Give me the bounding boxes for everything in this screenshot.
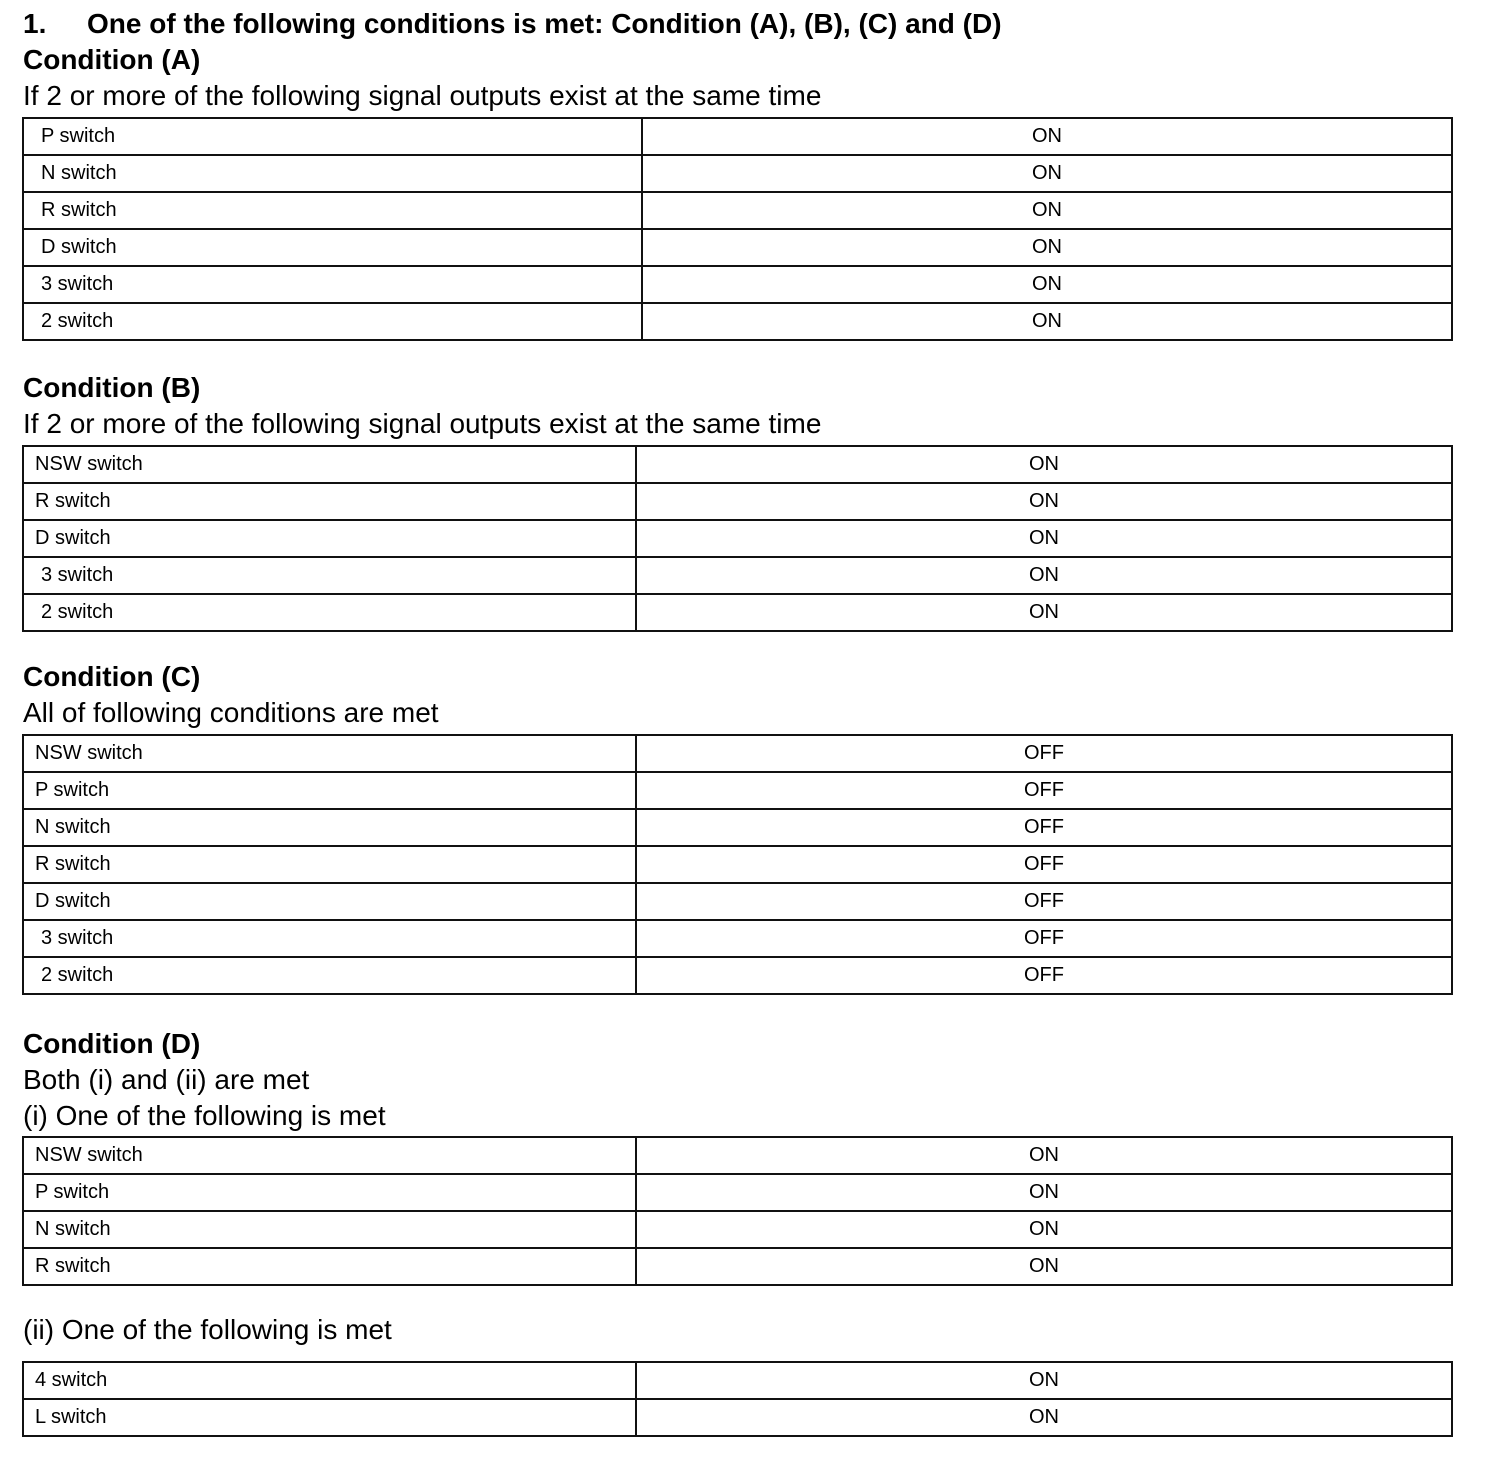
- signal-name: D switch: [23, 229, 642, 266]
- condition-c-table: [22, 734, 1453, 995]
- signal-name: R switch: [23, 1248, 636, 1285]
- signal-state: ON: [636, 1362, 1452, 1399]
- table-row: [23, 772, 1452, 809]
- signal-name: L switch: [23, 1399, 636, 1436]
- signal-state: ON: [636, 1211, 1452, 1248]
- signal-name: NSW switch: [23, 735, 636, 772]
- signal-name: NSW switch: [23, 1137, 636, 1174]
- signal-state: ON: [636, 1248, 1452, 1285]
- table-row: [23, 735, 1452, 772]
- signal-state: ON: [636, 1399, 1452, 1436]
- signal-name: 2 switch: [23, 957, 636, 994]
- signal-name: 2 switch: [23, 303, 642, 340]
- signal-name: R switch: [23, 846, 636, 883]
- signal-state: ON: [636, 520, 1452, 557]
- table-row: [23, 594, 1452, 631]
- signal-name: P switch: [23, 1174, 636, 1211]
- signal-state: ON: [636, 1137, 1452, 1174]
- signal-name: N switch: [23, 155, 642, 192]
- table-row: [23, 883, 1452, 920]
- signal-state: ON: [636, 446, 1452, 483]
- signal-state: ON: [642, 229, 1452, 266]
- table-row: [23, 957, 1452, 994]
- signal-state: OFF: [636, 809, 1452, 846]
- condition-d-part-ii-label: (ii) One of the following is met: [23, 1314, 392, 1345]
- signal-state: ON: [636, 594, 1452, 631]
- table-row: [23, 557, 1452, 594]
- condition-d-title: Condition (D): [23, 1028, 201, 1059]
- table-row: [23, 483, 1452, 520]
- table-row: [23, 1399, 1452, 1436]
- signal-name: P switch: [23, 772, 636, 809]
- signal-name: P switch: [23, 118, 642, 155]
- table-row: [23, 1137, 1452, 1174]
- condition-d-description: Both (i) and (ii) are met: [23, 1064, 310, 1095]
- table-row: [23, 1211, 1452, 1248]
- table-row: [23, 846, 1452, 883]
- signal-state: ON: [636, 1174, 1452, 1211]
- table-row: [23, 1248, 1452, 1285]
- signal-name: N switch: [23, 1211, 636, 1248]
- table-row: [23, 809, 1452, 846]
- signal-name: R switch: [23, 483, 636, 520]
- condition-d-part-i-table: [22, 1136, 1453, 1286]
- table-row: [23, 1362, 1452, 1399]
- signal-state: OFF: [636, 846, 1452, 883]
- signal-name: NSW switch: [23, 446, 636, 483]
- condition-b-title: Condition (B): [23, 372, 201, 403]
- signal-state: OFF: [636, 920, 1452, 957]
- signal-state: ON: [642, 155, 1452, 192]
- table-row: [23, 266, 1452, 303]
- section-heading: [23, 10, 1002, 38]
- signal-name: N switch: [23, 809, 636, 846]
- table-row: [23, 155, 1452, 192]
- table-row: [23, 446, 1452, 483]
- condition-d-part-i-label: (i) One of the following is met: [23, 1100, 386, 1131]
- table-row: [23, 118, 1452, 155]
- section-number: 1.: [23, 8, 47, 39]
- condition-c-description: All of following conditions are met: [23, 697, 439, 728]
- condition-a-description: If 2 or more of the following signal outputs exist at the same time: [23, 80, 822, 111]
- table-row: [23, 229, 1452, 266]
- signal-state: ON: [642, 192, 1452, 229]
- condition-d-part-ii-table: [22, 1361, 1453, 1437]
- condition-a-table: [22, 117, 1453, 341]
- signal-name: R switch: [23, 192, 642, 229]
- table-row: [23, 520, 1452, 557]
- signal-state: ON: [642, 266, 1452, 303]
- condition-a-title: Condition (A): [23, 44, 201, 75]
- signal-name: 3 switch: [23, 557, 636, 594]
- signal-name: D switch: [23, 883, 636, 920]
- condition-c-title: Condition (C): [23, 661, 201, 692]
- signal-state: ON: [636, 557, 1452, 594]
- signal-state: ON: [642, 303, 1452, 340]
- signal-state: OFF: [636, 883, 1452, 920]
- signal-state: ON: [636, 483, 1452, 520]
- signal-state: OFF: [636, 957, 1452, 994]
- signal-name: 2 switch: [23, 594, 636, 631]
- signal-name: 3 switch: [23, 266, 642, 303]
- table-row: [23, 1174, 1452, 1211]
- signal-state: ON: [642, 118, 1452, 155]
- signal-state: OFF: [636, 772, 1452, 809]
- condition-b-table: [22, 445, 1453, 632]
- signal-name: D switch: [23, 520, 636, 557]
- table-row: [23, 303, 1452, 340]
- signal-name: 3 switch: [23, 920, 636, 957]
- table-row: [23, 192, 1452, 229]
- signal-name: 4 switch: [23, 1362, 636, 1399]
- section-heading-text: One of the following conditions is met: Condition (A), (B), (C) and (D): [87, 8, 1002, 39]
- condition-b-description: If 2 or more of the following signal outputs exist at the same time: [23, 408, 822, 439]
- signal-state: OFF: [636, 735, 1452, 772]
- table-row: [23, 920, 1452, 957]
